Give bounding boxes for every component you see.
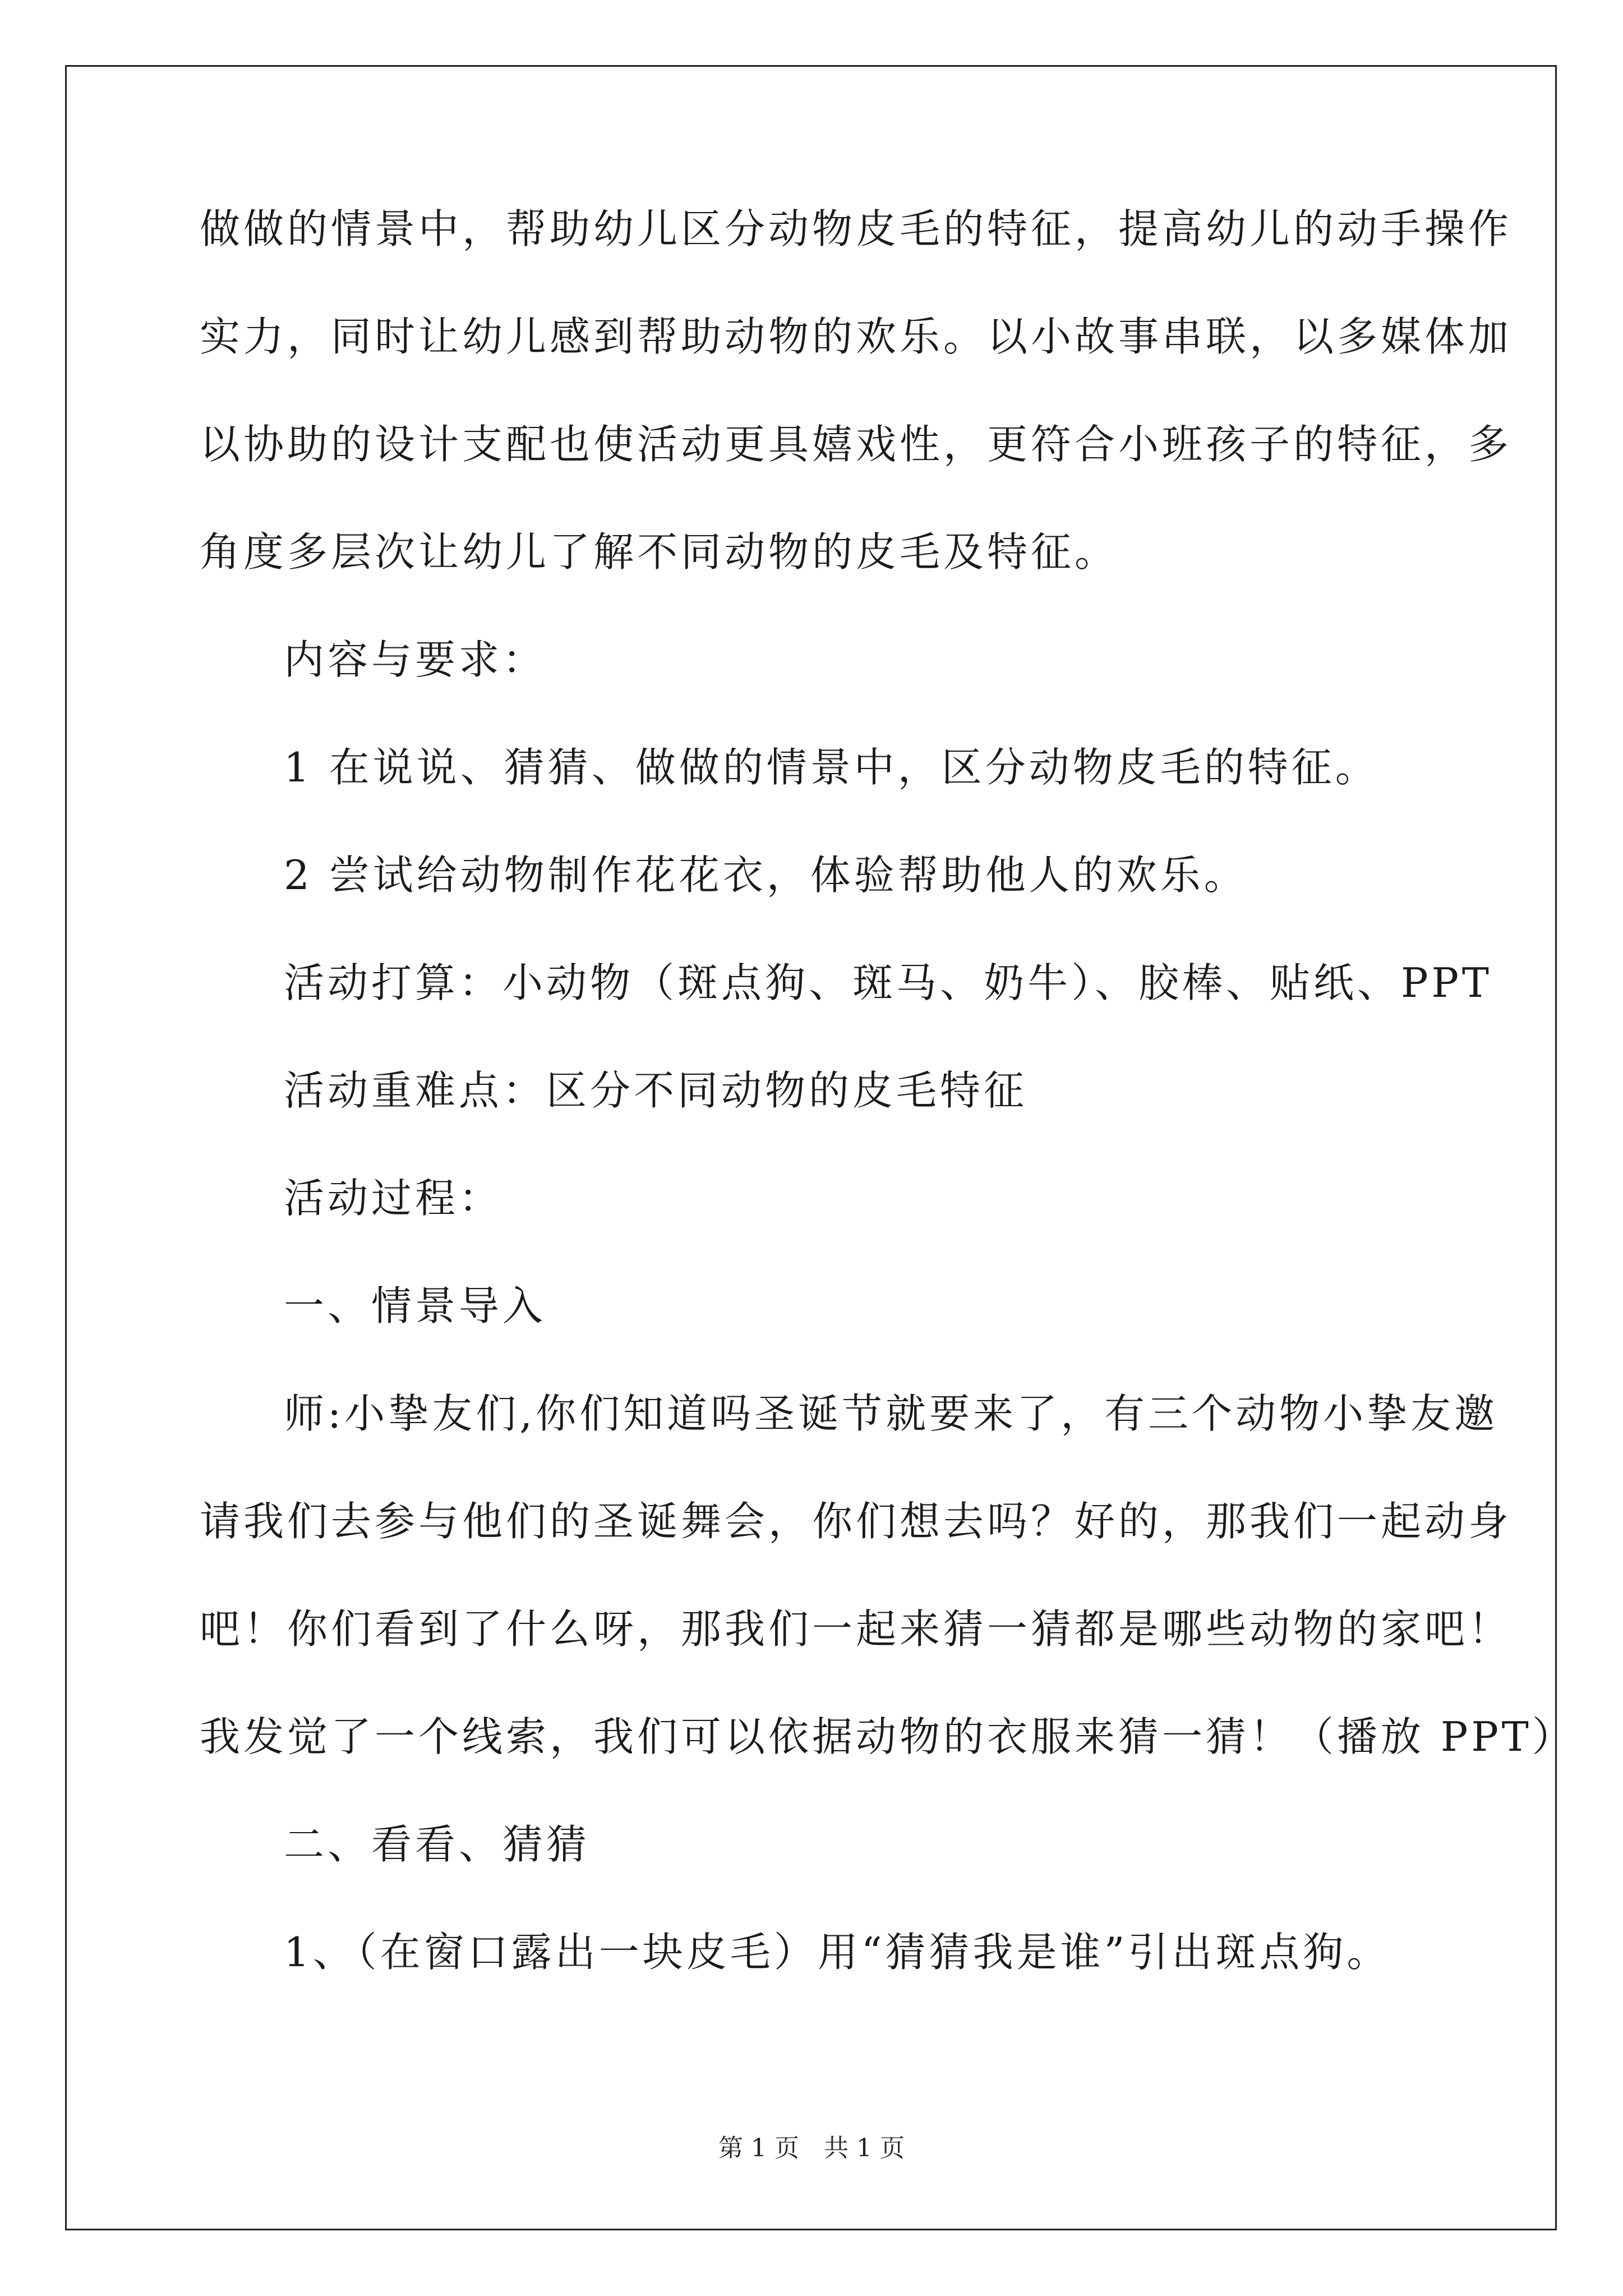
paragraph-line: 以协助的设计支配也使活动更具嬉戏性，更符合小班孩子的特征，多: [200, 421, 1513, 468]
section-heading-1: 一、情景导入: [284, 1282, 547, 1329]
section-heading-2: 二、看看、猜猜: [284, 1821, 591, 1868]
teacher-speech-line: 吧！你们看到了什么呀，那我们一起来猜一猜都是哪些动物的家吧！: [200, 1605, 1513, 1653]
content-requirements-heading: 内容与要求：: [284, 636, 547, 683]
requirement-item-1: 1 在说说、猜猜、做做的情景中，区分动物皮毛的特征。: [284, 744, 1379, 791]
activity-preparation: 活动打算：小动物（斑点狗、斑马、奶牛）、胶棒、贴纸、PPT: [284, 959, 1492, 1006]
page-number-footer: 第 1 页 共 1 页: [718, 2134, 905, 2162]
teacher-speech-line: 我发觉了一个线索，我们可以依据动物的衣服来猜一猜！（播放 PPT）: [200, 1713, 1576, 1760]
activity-key-points: 活动重难点：区分不同动物的皮毛特征: [284, 1067, 1028, 1114]
teacher-speech-line: 师:小挚友们,你们知道吗圣诞节就要来了，有三个动物小挚友邀: [284, 1390, 1498, 1437]
paragraph-line: 实力，同时让幼儿感到帮助动物的欢乐。以小故事串联，以多媒体加: [200, 313, 1513, 360]
step-item-1: 1、（在窗口露出一块皮毛）用“猜猜我是谁”引出斑点狗。: [284, 1929, 1391, 1976]
teacher-speech-line: 请我们去参与他们的圣诞舞会，你们想去吗？好的，那我们一起动身: [200, 1498, 1513, 1545]
paragraph-line: 角度多层次让幼儿了解不同动物的皮毛及特征。: [200, 528, 1119, 576]
document-body: [200, 202, 1576, 1979]
paragraph-line: 做做的情景中，帮助幼儿区分动物皮毛的特征，提高幼儿的动手操作: [200, 205, 1513, 252]
activity-process-heading: 活动过程：: [284, 1175, 503, 1222]
requirement-item-2: 2 尝试给动物制作花花衣，体验帮助他人的欢乐。: [284, 852, 1248, 899]
